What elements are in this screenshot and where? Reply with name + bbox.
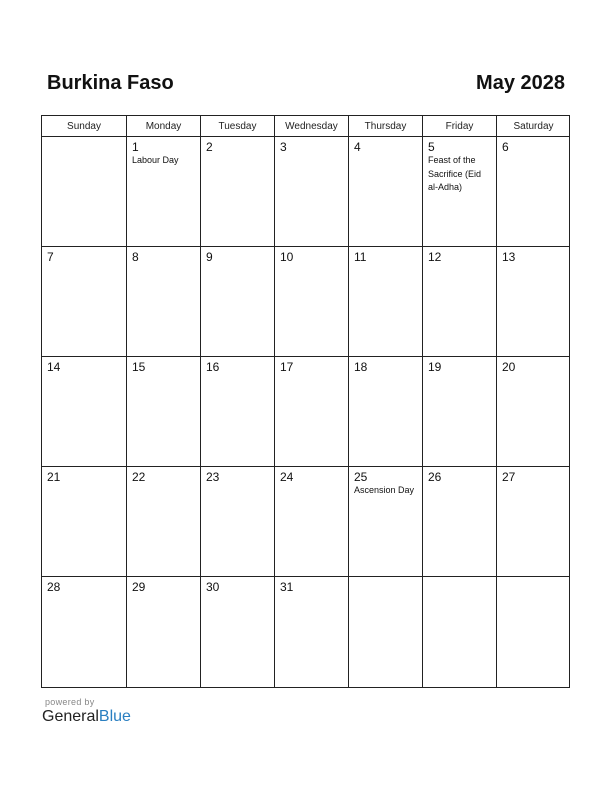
holiday-label: Labour Day	[132, 155, 179, 165]
day-cell-5	[423, 137, 497, 246]
day-cell-1	[127, 137, 201, 246]
day-cell-18	[349, 357, 423, 466]
day-number: 11	[354, 250, 367, 264]
day-number: 28	[47, 580, 61, 594]
weekday-header-row	[42, 116, 569, 137]
day-cell-20	[497, 357, 570, 466]
day-number: 9	[206, 250, 213, 264]
day-cell-12	[423, 247, 497, 356]
weekday-header-saturday: Saturday	[513, 121, 554, 132]
day-number: 18	[354, 360, 368, 374]
empty-day-cell	[423, 577, 497, 687]
day-number: 6	[502, 140, 509, 154]
day-cell-16	[201, 357, 275, 466]
weekday-header-friday: Friday	[423, 116, 497, 136]
day-number: 30	[206, 580, 220, 594]
day-cell-27	[497, 467, 570, 576]
day-cell-30	[201, 577, 275, 687]
day-cell-14	[42, 357, 127, 466]
day-number: 12	[428, 250, 442, 264]
day-cell-25	[349, 467, 423, 576]
day-cell-13	[497, 247, 570, 356]
empty-day-cell	[42, 137, 127, 246]
powered-by-text: powered by	[45, 697, 95, 707]
day-number: 25	[354, 470, 368, 484]
day-cell-23	[201, 467, 275, 576]
weekday-header-tuesday: Tuesday	[201, 116, 275, 136]
weekday-header-sunday: Sunday	[42, 116, 127, 136]
day-cell-22	[127, 467, 201, 576]
empty-day-cell	[349, 577, 423, 687]
day-cell-4	[349, 137, 423, 246]
day-cell-2	[201, 137, 275, 246]
day-number: 31	[280, 580, 294, 594]
day-number: 3	[280, 140, 287, 154]
day-number: 1	[132, 140, 139, 154]
day-number: 5	[428, 140, 435, 154]
empty-day-cell	[497, 577, 570, 687]
day-number: 23	[206, 470, 220, 484]
week-row	[42, 247, 569, 357]
weekday-header-wednesday: Wednesday	[275, 116, 349, 136]
week-row	[42, 357, 569, 467]
day-number: 15	[132, 360, 146, 374]
day-number: 27	[502, 470, 516, 484]
day-cell-11	[349, 247, 423, 356]
weekday-header-thursday: Thursday	[349, 116, 423, 136]
day-cell-7	[42, 247, 127, 356]
day-cell-10	[275, 247, 349, 356]
day-cell-15	[127, 357, 201, 466]
brand-blue-text: Blue	[98, 708, 131, 725]
day-cell-9	[201, 247, 275, 356]
day-number: 19	[428, 360, 442, 374]
day-cell-19	[423, 357, 497, 466]
week-row	[42, 577, 569, 687]
day-number: 21	[47, 470, 61, 484]
day-number: 7	[47, 250, 54, 264]
day-number: 17	[280, 360, 294, 374]
day-number: 20	[502, 360, 516, 374]
day-number: 10	[280, 250, 294, 264]
day-number: 29	[132, 580, 146, 594]
day-number: 22	[132, 470, 146, 484]
day-cell-3	[275, 137, 349, 246]
day-number: 14	[47, 360, 61, 374]
brand-general-text: General	[42, 708, 99, 725]
day-cell-26	[423, 467, 497, 576]
day-cell-6	[497, 137, 570, 246]
day-number: 8	[132, 250, 139, 264]
day-cell-29	[127, 577, 201, 687]
holiday-label: Feast of the Sacrifice (Eid al-Adha)	[428, 155, 482, 192]
day-cell-24	[275, 467, 349, 576]
day-cell-17	[275, 357, 349, 466]
week-row	[42, 467, 569, 577]
day-cell-28	[42, 577, 127, 687]
day-number: 24	[280, 470, 294, 484]
day-number: 16	[206, 360, 220, 374]
week-row	[42, 137, 569, 247]
day-cell-8	[127, 247, 201, 356]
weekday-header-monday: Monday	[127, 116, 201, 136]
country-title: Burkina Faso	[47, 72, 174, 94]
month-year-title: May 2028	[476, 72, 565, 94]
day-cell-21	[42, 467, 127, 576]
day-number: 26	[428, 470, 442, 484]
day-cell-31	[275, 577, 349, 687]
day-number: 13	[502, 250, 516, 264]
holiday-label: Ascension Day	[354, 485, 415, 495]
calendar-grid	[41, 115, 570, 688]
generalblue-logo	[42, 708, 131, 726]
day-number: 2	[206, 140, 213, 154]
day-number: 4	[354, 140, 361, 154]
